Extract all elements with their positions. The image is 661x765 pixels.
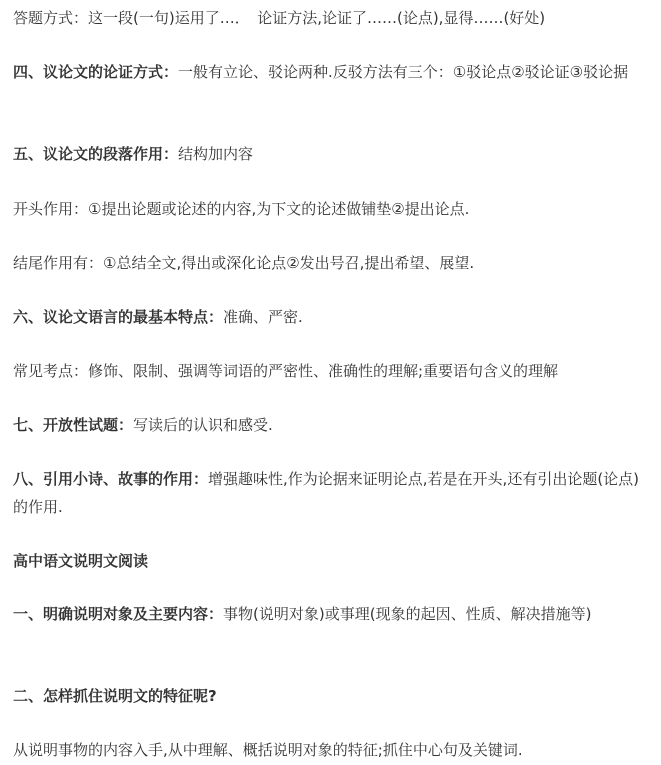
paragraph-text: 开头作用：①提出论题或论述的内容,为下文的论述做铺垫②提出论点. xyxy=(13,200,470,218)
paragraph-role-paragraph xyxy=(13,140,649,168)
paragraph-heading: 五、议论文的段落作用： xyxy=(13,145,179,163)
paragraph-text: 写读后的认识和感受. xyxy=(133,416,273,434)
language-features-paragraph xyxy=(13,303,649,331)
ending-role-paragraph xyxy=(13,249,649,277)
explanation-object-paragraph xyxy=(13,600,649,628)
features-answer-paragraph xyxy=(13,736,649,764)
common-test-points-paragraph xyxy=(13,357,649,385)
paragraph-text: 答题方式：这一段(一句)运用了…． 论证方法,论证了……(论点),显得……(好处) xyxy=(13,9,546,27)
paragraph-text: 常见考点：修饰、限制、强调等词语的严密性、准确性的理解;重要语句含义的理解 xyxy=(13,362,559,380)
answer-method-paragraph xyxy=(13,4,649,32)
section-heading: 高中语文说明文阅读 xyxy=(13,552,149,570)
paragraph-heading: 二、怎样抓住说明文的特征呢? xyxy=(13,687,217,705)
paragraph-text: 事物(说明对象)或事理(现象的起因、性质、解决措施等) xyxy=(223,605,592,623)
opening-role-paragraph xyxy=(13,195,649,223)
paragraph-text: 一般有立论、驳论两种.反驳方法有三个：①驳论点②驳论证③驳论据 xyxy=(178,63,629,81)
paragraph-text: 准确、严密. xyxy=(223,308,303,326)
paragraph-heading: 六、议论文语言的最基本特点： xyxy=(13,308,224,326)
paragraph-text: 增强趣味性,作为论据来证明论点,若是在开头,还有引出论题(论点)的作用. xyxy=(13,470,640,516)
paragraph-heading: 七、开放性试题： xyxy=(13,416,134,434)
paragraph-text: 从说明事物的内容入手,从中理解、概括说明对象的特征;抓住中心句及关键词. xyxy=(13,741,523,759)
open-question-paragraph xyxy=(13,411,649,439)
features-question-paragraph xyxy=(13,682,649,710)
paragraph-heading: 四、议论文的论证方式： xyxy=(13,63,179,81)
expository-section-title xyxy=(13,547,649,575)
argument-methods-paragraph xyxy=(13,58,649,86)
paragraph-heading: 八、引用小诗、故事的作用： xyxy=(13,470,209,488)
quotation-role-paragraph xyxy=(13,465,649,521)
paragraph-text: 结构加内容 xyxy=(178,145,254,163)
paragraph-text: 结尾作用有：①总结全文,得出或深化论点②发出号召,提出希望、展望. xyxy=(13,254,475,272)
paragraph-heading: 一、明确说明对象及主要内容： xyxy=(13,605,224,623)
